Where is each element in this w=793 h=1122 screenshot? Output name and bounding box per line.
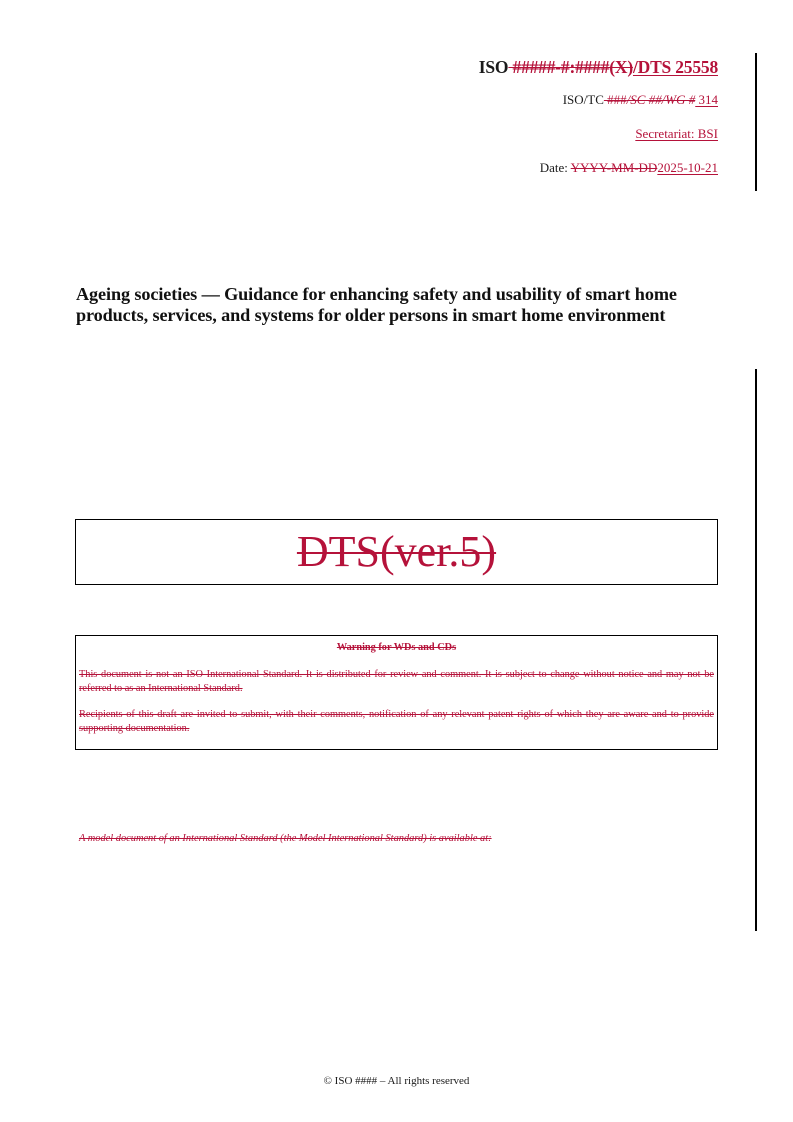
change-bar-body (755, 369, 757, 931)
reference-prefix: ISO (478, 57, 509, 77)
warning-title: Warning for WDs and CDs (336, 642, 457, 653)
warning-paragraph: Recipients of this draft are invited to submit, with their comments, notification of any relevant patent rights of which they are aware and to provide supporting documentation. (79, 709, 714, 734)
committee-deleted-number: ### (603, 92, 627, 107)
committee-inserted: 314 (695, 92, 718, 107)
reference-inserted: /DTS 25558 (632, 57, 718, 77)
date-inserted: 2025-10-21 (657, 160, 718, 175)
stage-text-deleted: DTS(ver.5) (296, 527, 497, 576)
reference-deleted: #####-#:####(X) (508, 57, 633, 77)
warning-paragraph: This document is not an ISO International Standard. It is distributed for review and comment. It is subject to change without notice and may not be referred to as an International Standard. (79, 669, 714, 694)
committee-prefix: ISO/TC (562, 92, 604, 107)
warning-box (75, 635, 718, 750)
committee-reference (563, 92, 718, 108)
date-deleted: YYYY-MM-DD (570, 160, 658, 175)
stage-box (75, 519, 718, 585)
copyright-footer: © ISO #### – All rights reserved (323, 1075, 470, 1087)
document-reference (479, 57, 718, 78)
model-document-note: A model document of an International Standard (the Model International Standard) is available at: (79, 833, 492, 844)
change-bar-header (755, 53, 757, 191)
secretariat-inserted: Secretariat: BSI (635, 126, 718, 141)
committee-deleted-subgroup: /SC ##/WG # (626, 92, 696, 107)
secretariat (635, 126, 718, 142)
date-label: Date: (539, 160, 571, 175)
document-title: Ageing societies — Guidance for enhancing safety and usability of smart home products, services, and systems for older persons in smart home environment (76, 284, 677, 325)
document-date (540, 160, 718, 176)
